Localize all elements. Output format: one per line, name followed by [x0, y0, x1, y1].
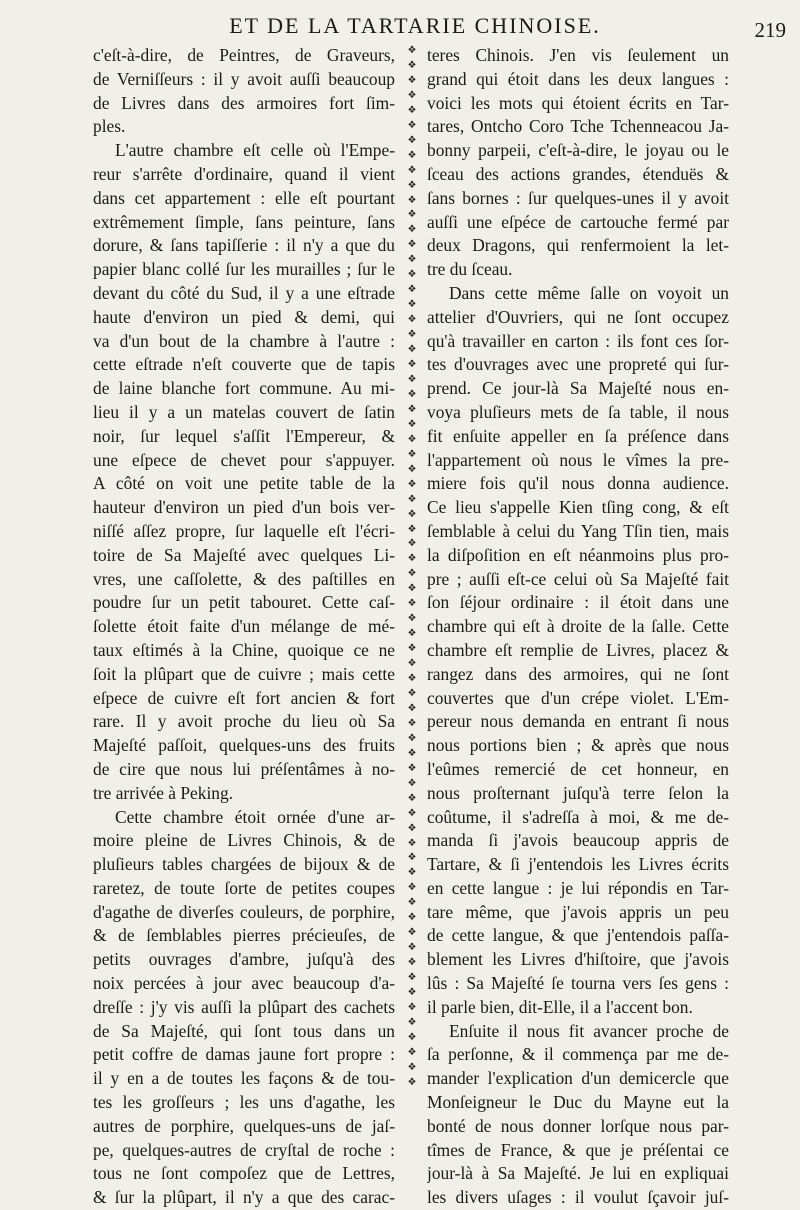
fleuron-ornament: ❖: [407, 912, 417, 924]
fleuron-ornament: ❖: [407, 359, 417, 371]
fleuron-ornament: ❖: [407, 418, 417, 430]
fleuron-ornament: ❖: [407, 314, 417, 326]
fleuron-ornament: ❖: [407, 344, 417, 356]
text-line: dorure, & ſans tapiſſerie : il n'y a que du: [93, 235, 395, 256]
text-line: dans cet appartement : elle eſt pourtant: [93, 187, 395, 208]
fleuron-ornament: ❖: [407, 179, 417, 191]
text-line: l'eûmes remercié de cet honneur, en: [427, 758, 729, 779]
fleuron-ornament: ❖: [407, 433, 417, 445]
fleuron-ornament: ❖: [407, 687, 417, 699]
text-line: tre du ſceau.: [427, 259, 513, 280]
text-line: bonté de nous donner lorſque nous par-: [427, 1115, 729, 1136]
fleuron-ornament: ❖: [407, 762, 417, 774]
fleuron-ornament: ❖: [407, 628, 417, 640]
text-line: lûs : Sa Majeſté ſe tourna vers ſes gens :: [427, 973, 729, 994]
fleuron-ornament: ❖: [407, 1031, 417, 1043]
fleuron-ornament: ❖: [407, 792, 417, 804]
fleuron-ornament: ❖: [407, 987, 417, 999]
text-line: Enſuite il nous fit avancer proche de: [449, 1020, 729, 1041]
left-column: [93, 44, 395, 1210]
fleuron-ornament: ❖: [407, 568, 417, 580]
text-line: de laine blanche fort commune. Au mi-: [93, 378, 395, 399]
text-line: une eſpece de chevet pour s'appuyer.: [93, 449, 395, 470]
text-line: niſſé aſſez propre, ſur laquelle eſt l'écri-: [93, 520, 395, 541]
text-line: petit coffre de damas jaune fort propre :: [93, 1044, 395, 1065]
text-line: de Sa Majeſté, qui ſont tous dans un: [93, 1020, 395, 1041]
fleuron-ornament: ❖: [407, 239, 417, 251]
text-line: lieu il y a un matelas couvert de ſatin: [93, 401, 395, 422]
text-line: & de ſemblables pierres précieuſes, de: [93, 925, 395, 946]
text-line: Majeſté paſſoit, quelques-uns des fruits: [93, 735, 395, 756]
fleuron-ornament: ❖: [407, 538, 417, 550]
fleuron-ornament: ❖: [407, 284, 417, 296]
fleuron-ornament: ❖: [407, 224, 417, 236]
text-line: la diſpoſition en eſt néanmoins plus pro-: [427, 544, 729, 565]
fleuron-ornament: ❖: [407, 1016, 417, 1028]
text-line: ſon ſéjour ordinaire : il étoit dans une: [427, 592, 729, 613]
fleuron-ornament: ❖: [407, 658, 417, 670]
text-line: manda ſi j'avois beaucoup appris de: [427, 830, 729, 851]
text-line: noix percées à jour avec beaucoup d'a-: [93, 973, 395, 994]
fleuron-ornament: ❖: [407, 972, 417, 984]
fleuron-ornament: ❖: [407, 388, 417, 400]
text-line: reur s'arrête d'ordinaire, quand il vient: [93, 163, 395, 184]
text-line: miere fois qu'il nous donna audience.: [427, 473, 729, 494]
text-line: extrêmement ſimple, ſans peinture, ſans: [93, 211, 395, 232]
text-line: Tartare, & ſi j'entendois les Livres écrits: [427, 854, 729, 875]
text-line: voya pluſieurs mets de ſa table, il nous: [427, 401, 729, 422]
fleuron-ornament: ❖: [407, 269, 417, 281]
fleuron-ornament: ❖: [407, 777, 417, 789]
fleuron-ornament: ❖: [407, 523, 417, 535]
text-line: de cire que nous lui préſentâmes à no-: [93, 758, 395, 779]
text-line: rangez dans des armoires, qui ne ſont: [427, 663, 729, 684]
text-line: deux Dragons, qui renfermoient la let-: [427, 235, 729, 256]
text-line: de cette langue, & que j'entendois paſſa-: [427, 925, 729, 946]
text-line: devant du côté du Sud, il y a une eſtrade: [93, 282, 395, 303]
text-line: nous portions bien ; & après que nous: [427, 735, 729, 756]
fleuron-ornament: ❖: [407, 448, 417, 460]
fleuron-ornament: ❖: [407, 164, 417, 176]
text-line: pereur nous demanda en entrant ſi nous: [427, 711, 729, 732]
fleuron-ornament: ❖: [407, 134, 417, 146]
text-line: ſoit la plûpart que de cuivre ; mais cette: [93, 663, 395, 684]
fleuron-ornament: ❖: [407, 1061, 417, 1073]
fleuron-ornament: ❖: [407, 74, 417, 86]
text-line: l'appartement où nous le vîmes la pre-: [427, 449, 729, 470]
text-line: grand qui étoit dans les deux langues :: [427, 68, 729, 89]
text-line: petits ouvrages d'ambre, juſqu'à des: [93, 949, 395, 970]
text-line: ſolette étoit faite d'un mélange de mé-: [93, 616, 395, 637]
fleuron-ornament: ❖: [407, 209, 417, 221]
text-line: de Livres dans des armoires fort ſim-: [93, 92, 395, 113]
fleuron-ornament: ❖: [407, 119, 417, 131]
text-line: bonny parpeii, c'eſt-à-dire, le joyau ou le: [427, 140, 729, 161]
text-line: chambre eſt remplie de Livres, placez &: [427, 639, 729, 660]
fleuron-ornament: ❖: [407, 329, 417, 341]
text-line: eſpece de cuivre eſt fort ancien & fort: [93, 687, 395, 708]
fleuron-ornament: ❖: [407, 1076, 417, 1088]
text-line: c'eſt-à-dire, de Peintres, de Graveurs,: [93, 45, 395, 65]
text-line: tîmes de France, & que je préſentai ce: [427, 1139, 729, 1160]
text-line: voici les mots qui étoient écrits en Tar-: [427, 92, 729, 113]
text-line: tous ne ſont compoſez que de Lettres,: [93, 1163, 395, 1184]
text-line: il parle bien, dit-Elle, il a l'accent bon.: [427, 996, 693, 1017]
text-line: pe, quelques-autres de cryſtal de roche :: [93, 1139, 395, 1160]
text-line: vres, une caſſolette, & des paſtilles en: [93, 568, 395, 589]
text-line: mander l'explication d'un demicercle que: [427, 1068, 729, 1089]
text-line: rare. Il y avoit proche du lieu où Sa: [93, 711, 395, 732]
text-line: tares, Ontcho Coro Tche Tchenneacou Ja-: [427, 116, 729, 137]
fleuron-ornament: ❖: [407, 403, 417, 415]
fleuron-ornament: ❖: [407, 822, 417, 834]
text-line: auſſi une eſpéce de cartouche fermé par: [427, 211, 729, 232]
text-line: noir, ſur lequel s'aſſit l'Empereur, &: [93, 425, 395, 446]
text-line: ſceau des actions grandes, étenduës &: [427, 163, 729, 184]
text-line: teres Chinois. J'en vis ſeulement un: [427, 45, 729, 65]
fleuron-ornament: ❖: [407, 942, 417, 954]
text-line: haute d'environ un pied & demi, qui: [93, 306, 395, 327]
text-line: tes les groſſeurs ; les uns d'agathe, les: [93, 1092, 395, 1113]
text-line: taux eſtimés à la Chine, quoique ce ne: [93, 639, 395, 660]
fleuron-ornament: ❖: [407, 1002, 417, 1013]
text-line: autres de porphire, quelques-uns de jaſ-: [93, 1115, 395, 1136]
right-column: [427, 44, 729, 1210]
fleuron-ornament: ❖: [407, 867, 417, 879]
ornament-divider: [404, 46, 420, 1088]
text-line: en cette langue : je lui répondis en Tar-: [427, 877, 729, 898]
text-line: nous proſternant juſqu'à terre ſelon la: [427, 782, 729, 803]
text-line: chambre qui eſt à droite de la ſalle. Cette: [427, 616, 729, 637]
text-line: ſans bornes : ſur quelques-unes il y avoit: [427, 187, 729, 208]
fleuron-ornament: ❖: [407, 747, 417, 759]
text-line: prend. Ce jour-là Sa Majeſté nous en-: [427, 378, 729, 399]
fleuron-ornament: ❖: [407, 59, 417, 71]
text-line: Cette chambre étoit ornée d'une ar-: [115, 806, 395, 827]
text-line: coûtume, il s'adreſſa à moi, & me de-: [427, 806, 729, 827]
text-line: moire pleine de Livres Chinois, & de: [93, 830, 395, 851]
fleuron-ornament: ❖: [407, 493, 417, 505]
fleuron-ornament: ❖: [407, 1046, 417, 1058]
running-head: ET DE LA TARTARIE CHINOISE.: [229, 13, 601, 38]
text-line: hauteur d'environ un pied d'un bois ver-: [93, 497, 395, 518]
text-line: pre ; auſſi eſt-ce celui où Sa Majeſté fait: [427, 568, 729, 589]
text-line: poudre ſur un petit tabouret. Cette caſ-: [93, 592, 395, 613]
fleuron-ornament: ❖: [407, 732, 417, 744]
text-line: va d'un bout de la chambre à l'autre :: [93, 330, 395, 351]
text-line: couvertes que d'un crépe violet. L'Em-: [427, 687, 729, 708]
text-line: ſemblable à celui du Yang Tſin tien, mais: [427, 520, 729, 541]
fleuron-ornament: ❖: [407, 957, 417, 969]
fleuron-ornament: ❖: [407, 673, 417, 685]
fleuron-ornament: ❖: [407, 478, 417, 490]
fleuron-ornament: ❖: [407, 702, 417, 714]
fleuron-ornament: ❖: [407, 837, 417, 849]
fleuron-ornament: ❖: [407, 254, 417, 266]
fleuron-ornament: ❖: [407, 598, 417, 610]
text-line: attelier d'Ouvriers, qui ne ſont occupez: [427, 306, 729, 327]
fleuron-ornament: ❖: [407, 299, 417, 311]
fleuron-ornament: ❖: [407, 508, 417, 520]
text-line: d'agathe de diverſes couleurs, de porphire,: [93, 901, 395, 922]
fleuron-ornament: ❖: [407, 807, 417, 819]
fleuron-ornament: ❖: [407, 613, 417, 625]
fleuron-ornament: ❖: [407, 583, 417, 595]
text-line: qu'à travailler en carton : ils font ces ſor-: [427, 330, 729, 351]
text-line: L'autre chambre eſt celle où l'Empe-: [115, 140, 395, 161]
text-line: ples.: [93, 116, 126, 137]
fleuron-ornament: ❖: [407, 897, 417, 909]
fleuron-ornament: ❖: [407, 717, 417, 729]
text-line: A côté on voit une petite table de la: [93, 473, 395, 494]
text-line: papier blanc collé ſur les murailles ; ſur le: [93, 259, 395, 280]
fleuron-ornament: ❖: [407, 463, 417, 475]
fleuron-ornament: ❖: [407, 927, 417, 939]
fleuron-ornament: ❖: [407, 553, 417, 565]
text-line: toire de Sa Majeſté avec quelques Li-: [93, 544, 395, 565]
text-line: jour-là à Sa Majeſté. Je lui en expliquai: [427, 1163, 729, 1184]
fleuron-ornament: ❖: [407, 882, 417, 894]
text-line: raretez, de toute ſorte de petites coupes: [93, 877, 395, 898]
text-line: les divers uſages : il voulut ſçavoir juſ-: [427, 1187, 729, 1208]
text-line: & ſur la plûpart, il n'y a que des carac-: [93, 1187, 395, 1208]
fleuron-ornament: ❖: [407, 149, 417, 161]
text-line: ſa perſonne, & il commença par me de-: [427, 1044, 729, 1065]
fleuron-ornament: ❖: [407, 852, 417, 864]
text-line: dreſſe : j'y vis auſſi la plûpart des cachets: [93, 996, 395, 1017]
text-line: fit enſuite appeller en ſa préſence dans: [427, 425, 729, 446]
page-number: 219: [754, 18, 786, 42]
text-line: blement les Livres d'hiſtoire, que j'avois: [427, 949, 729, 970]
text-line: de Verniſſeurs : il y avoit auſſi beaucoup: [93, 68, 395, 89]
text-line: cette eſtrade n'eſt couverte que de tapis: [93, 354, 395, 375]
fleuron-ornament: ❖: [407, 45, 417, 56]
fleuron-ornament: ❖: [407, 194, 417, 206]
text-line: pluſieurs tables chargées de bijoux & de: [93, 854, 395, 875]
text-line: il y en a de toutes les façons & de tou-: [93, 1068, 395, 1089]
fleuron-ornament: ❖: [407, 89, 417, 101]
fleuron-ornament: ❖: [407, 643, 417, 655]
text-line: tare même, que j'avois appris un peu: [427, 901, 729, 922]
fleuron-ornament: ❖: [407, 104, 417, 116]
text-line: Monſeigneur le Duc du Mayne eut la: [427, 1092, 729, 1113]
fleuron-ornament: ❖: [407, 373, 417, 385]
text-line: tes d'ouvrages avec une propreté qui ſur-: [427, 354, 729, 375]
text-line: Dans cette même ſalle on voyoit un: [449, 282, 729, 303]
text-line: tre arrivée à Peking.: [93, 782, 234, 803]
text-line: Ce lieu s'appelle Kien tſing cong, & eſt: [427, 497, 729, 518]
